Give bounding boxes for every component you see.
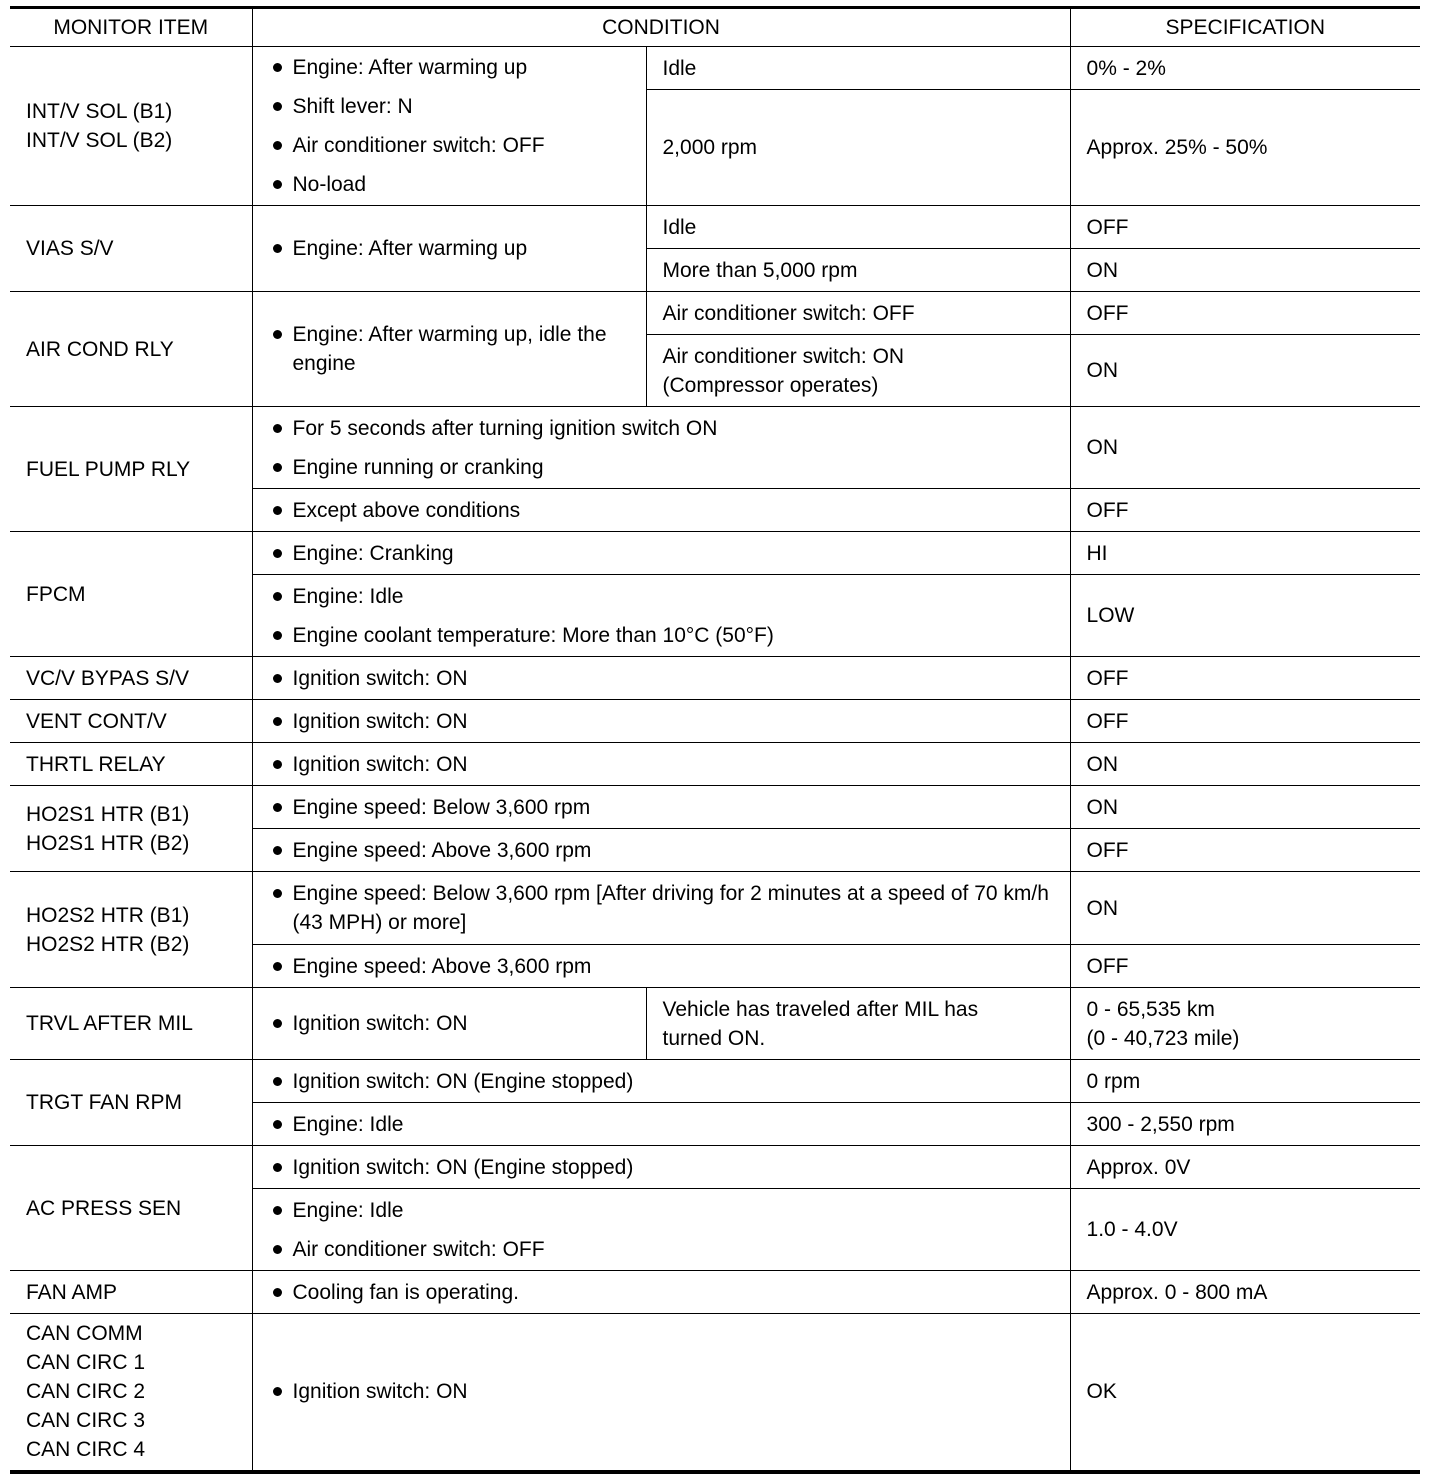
condition-cell: Engine: Idle Air conditioner switch: OFF [252,1189,1070,1271]
monitor-spec-table [10,6,1420,1474]
specification-cell: OFF [1070,292,1420,335]
specification-cell: 300 - 2,550 rpm [1070,1103,1420,1146]
sub-condition-cell: Idle [646,206,1070,249]
condition-cell: Ignition switch: ON [252,988,646,1060]
sub-condition-cell: Idle [646,47,1070,90]
monitor-item-fpcm: FPCM [10,532,252,657]
specification-cell: ON [1070,249,1420,292]
specification-cell: HI [1070,532,1420,575]
sub-condition-cell: 2,000 rpm [646,90,1070,206]
condition-cell: Engine speed: Below 3,600 rpm [252,786,1070,829]
monitor-item-ho2s1: HO2S1 HTR (B1) HO2S1 HTR (B2) [10,786,252,872]
table-row [10,292,1420,335]
monitor-item-ac-press-sen: AC PRESS SEN [10,1146,252,1271]
condition-cell: Ignition switch: ON [252,657,1070,700]
specification-cell: OFF [1070,945,1420,988]
sub-condition-cell: Air conditioner switch: ON (Compressor operates) [646,335,1070,407]
monitor-item-fuel-pump: FUEL PUMP RLY [10,407,252,532]
specification-cell: ON [1070,786,1420,829]
header-monitor-item: MONITOR ITEM [10,8,252,47]
condition-cell: Engine: Idle Engine coolant temperature: More than 10°C (50°F) [252,575,1070,657]
table-row [10,1060,1420,1103]
table-row [10,206,1420,249]
header-condition: CONDITION [252,8,1070,47]
condition-cell: Engine speed: Above 3,600 rpm [252,945,1070,988]
specification-cell: OK [1070,1314,1420,1472]
table-row [10,872,1420,945]
specification-cell: ON [1070,743,1420,786]
header-specification: SPECIFICATION [1070,8,1420,47]
condition-cell: Ignition switch: ON (Engine stopped) [252,1060,1070,1103]
table-row [10,47,1420,90]
monitor-item-vent-cont: VENT CONT/V [10,700,252,743]
monitor-item-vcv-bypas: VC/V BYPAS S/V [10,657,252,700]
specification-cell: OFF [1070,829,1420,872]
specification-cell: Approx. 0V [1070,1146,1420,1189]
condition-cell: Ignition switch: ON [252,700,1070,743]
specification-cell: LOW [1070,575,1420,657]
table-row [10,988,1420,1060]
sub-condition-cell: Air conditioner switch: OFF [646,292,1070,335]
condition-cell: Engine speed: Above 3,600 rpm [252,829,1070,872]
specification-cell: OFF [1070,489,1420,532]
specification-cell: 0 rpm [1070,1060,1420,1103]
specification-cell: Approx. 0 - 800 mA [1070,1271,1420,1314]
monitor-item-fan-amp: FAN AMP [10,1271,252,1314]
monitor-item-ho2s2: HO2S2 HTR (B1) HO2S2 HTR (B2) [10,872,252,988]
specification-cell: 0% - 2% [1070,47,1420,90]
table-row [10,743,1420,786]
specification-cell: ON [1070,407,1420,489]
monitor-item-thrtl-relay: THRTL RELAY [10,743,252,786]
table-row [10,1314,1420,1472]
specification-cell: OFF [1070,206,1420,249]
table-row [10,700,1420,743]
condition-cell: Engine speed: Below 3,600 rpm [After driving for 2 minutes at a speed of 70 km/h (43 MPH) or more] [252,872,1070,945]
condition-cell: Ignition switch: ON (Engine stopped) [252,1146,1070,1189]
sub-condition-cell: More than 5,000 rpm [646,249,1070,292]
header-row [10,8,1420,47]
monitor-item-can: CAN COMM CAN CIRC 1 CAN CIRC 2 CAN CIRC 3 CAN CIRC 4 [10,1314,252,1472]
specification-cell: ON [1070,335,1420,407]
table-row [10,407,1420,489]
condition-cell: Engine: Cranking [252,532,1070,575]
monitor-item-trvl-after-mil: TRVL AFTER MIL [10,988,252,1060]
monitor-item-intv-sol: INT/V SOL (B1) INT/V SOL (B2) [10,47,252,206]
condition-cell: Except above conditions [252,489,1070,532]
table-row [10,786,1420,829]
condition-cell: Engine: After warming up, idle the engine [252,292,646,407]
condition-cell: Engine: After warming up Shift lever: N Air conditioner switch: OFF No-load [252,47,646,206]
condition-cell: Engine: Idle [252,1103,1070,1146]
specification-cell: 1.0 - 4.0V [1070,1189,1420,1271]
specification-cell: 0 - 65,535 km (0 - 40,723 mile) [1070,988,1420,1060]
monitor-item-air-cond: AIR COND RLY [10,292,252,407]
condition-cell: Engine: After warming up [252,206,646,292]
monitor-item-vias: VIAS S/V [10,206,252,292]
condition-cell: Cooling fan is operating. [252,1271,1070,1314]
table-row [10,657,1420,700]
sub-condition-cell: Vehicle has traveled after MIL has turned ON. [646,988,1070,1060]
monitor-item-trgt-fan-rpm: TRGT FAN RPM [10,1060,252,1146]
specification-cell: OFF [1070,700,1420,743]
table-row [10,1146,1420,1189]
specification-cell: ON [1070,872,1420,945]
condition-cell: For 5 seconds after turning ignition switch ON Engine running or cranking [252,407,1070,489]
specification-cell: OFF [1070,657,1420,700]
specification-cell: Approx. 25% - 50% [1070,90,1420,206]
condition-cell: Ignition switch: ON [252,743,1070,786]
table-row [10,532,1420,575]
table-row [10,1271,1420,1314]
condition-cell: Ignition switch: ON [252,1314,1070,1472]
